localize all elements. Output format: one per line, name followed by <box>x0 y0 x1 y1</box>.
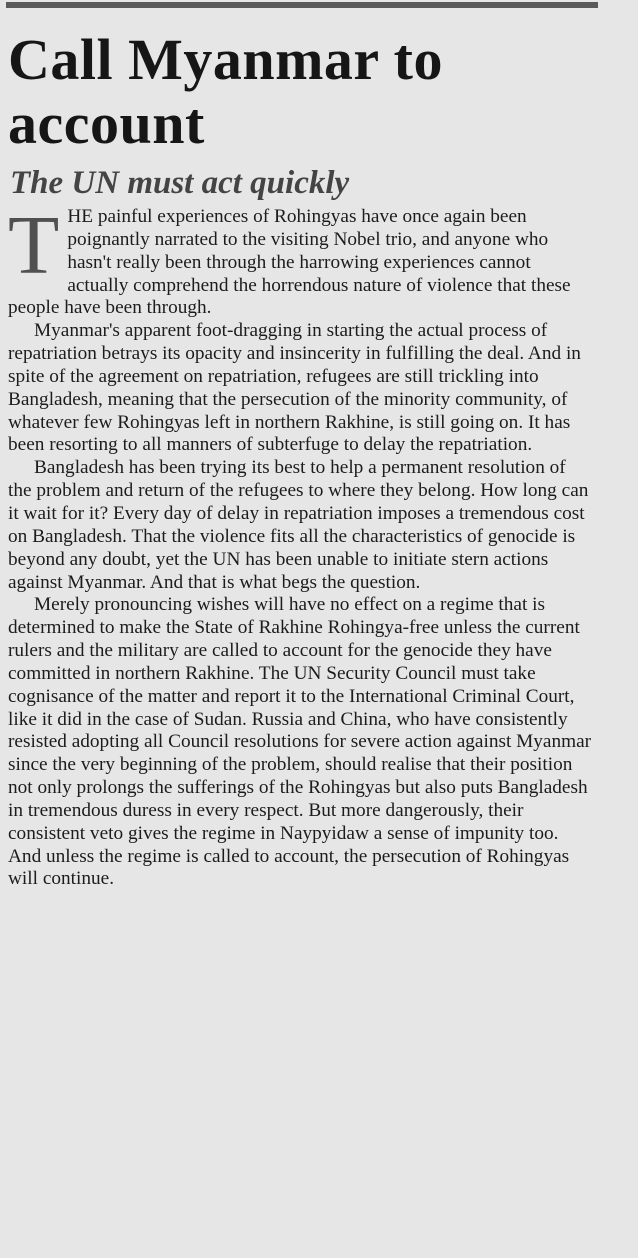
subheadline: The UN must act quickly <box>10 165 350 201</box>
editorial-article <box>8 28 594 891</box>
headline: Call Myanmar to account <box>8 27 443 156</box>
paragraph-4: Merely pronouncing wishes will have no effect on a regime that is determined to make the State of Rakhine Rohingya-free unless the current rulers and the military are called to account for the genocide they have committed in northern Rakhine. The UN Security Council must take cognisance of the matter and report it to the International Criminal Court, like it did in the case of Sudan. Russia and China, who have consistently resisted adopting all Council resolutions for severe action against Myanmar since the very beginning of the problem, should realise that their position not only prolongs the sufferings of the Rohingyas but also puts Bangladesh in tremendous duress in every respect. But more dangerously, their consistent veto gives the regime in Naypyidaw a sense of impunity too. And unless the regime is called to account, the persecution of Rohingyas will continue. <box>8 594 592 890</box>
paragraph-1-text: HE painful experiences of Rohingyas have once again been poignantly narrated to the visiting Nobel trio, and anyone who hasn't really been through the harrowing experiences cannot actually comprehend the horrendous nature of violence that these people have been through. <box>8 206 571 319</box>
drop-cap: T <box>8 199 60 292</box>
paragraph-1 <box>8 199 594 320</box>
top-rule <box>6 2 598 8</box>
article-body <box>8 199 594 891</box>
paragraph-2: Myanmar's apparent foot-dragging in starting the actual process of repatriation betrays its opacity and insincerity in fulfilling the deal. And in spite of the agreement on repatriation, refugees are still trickling into Bangladesh, meaning that the persecution of the minority community, of whatever few Rohingyas left in northern Rakhine, is still going on. It has been resorting to all manners of subterfuge to delay the repatriation. <box>8 320 581 456</box>
paragraph-3: Bangladesh has been trying its best to help a permanent resolution of the problem and return of the refugees to where they belong. How long can it wait for it? Every day of delay in repatriation imposes a tremendous cost on Bangladesh. That the violence fits all the characteristics of genocide is beyond any doubt, yet the UN has been unable to initiate stern actions against Myanmar. And that is what begs the question. <box>8 457 589 593</box>
